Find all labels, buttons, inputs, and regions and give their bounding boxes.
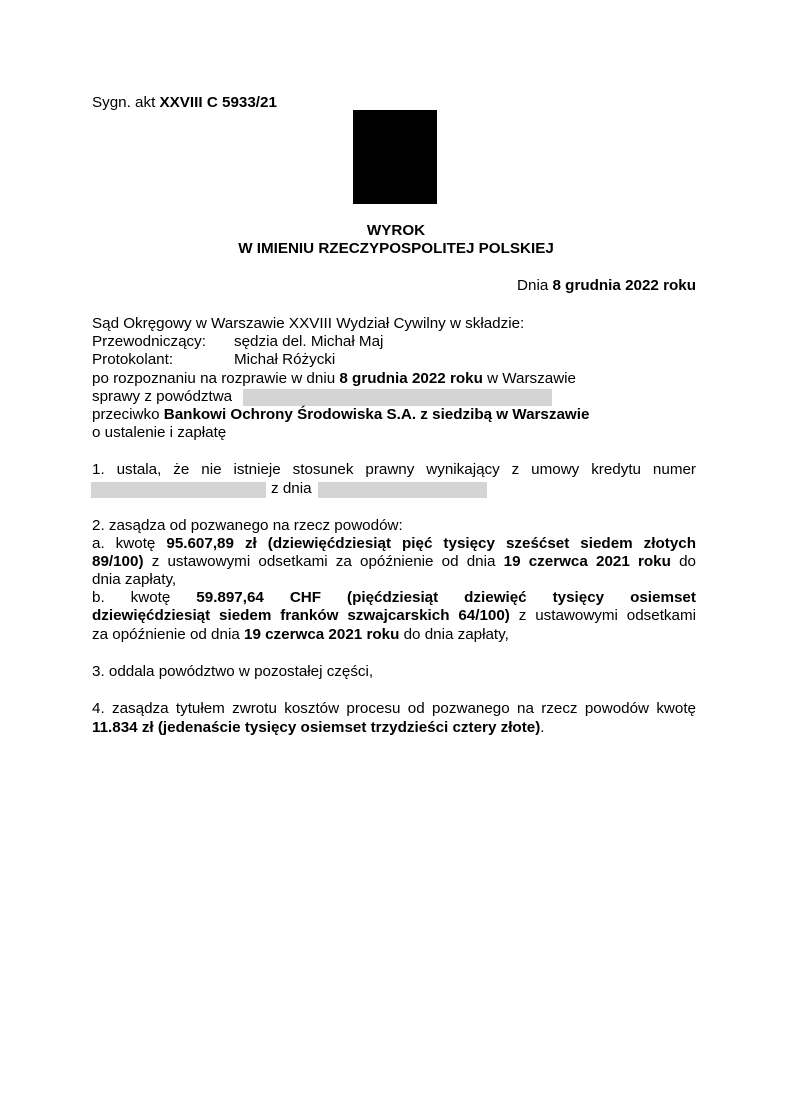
redacted-contract-number: [91, 482, 266, 498]
defendant-line: przeciwko Bankowi Ochrony Środowiska S.A. z siedzibą w Warszawie: [92, 406, 590, 423]
redacted-contract-date: [318, 482, 487, 498]
point-4-line-1: 4. zasądza tytułem zwrotu kosztów procesu od pozwanego na rzecz powodów kwotę: [92, 700, 696, 717]
point-2b-line-1: b. kwotę 59.897,64 CHF (pięćdziesiąt dziewięć tysięcy osiemset: [92, 589, 696, 606]
judgment-title: WYROK: [366, 222, 426, 239]
point-2a-line-3: dnia zapłaty,: [92, 571, 177, 588]
point-3: 3. oddala powództwo w pozostałej części,: [92, 663, 374, 680]
court-composition: Sąd Okręgowy w Warszawie XXVIII Wydział Cywilny w składzie:: [92, 315, 525, 332]
point-4-line-2: 11.834 zł (jedenaście tysięcy osiemset trzydzieści cztery złote).: [92, 719, 545, 736]
hearing-line: po rozpoznaniu na rozprawie w dniu 8 grudnia 2022 roku w Warszawie: [92, 370, 576, 387]
plaintiff-line: sprawy z powództwa: [92, 388, 233, 405]
case-signature: Sygn. akt XXVIII C 5933/21: [92, 94, 277, 111]
judgment-date: Dnia 8 grudnia 2022 roku: [517, 277, 696, 294]
point-2b-line-3: za opóźnienie od dnia 19 czerwca 2021 roku do dnia zapłaty,: [92, 626, 509, 643]
chair-label: Przewodniczący:: [92, 333, 206, 350]
point-2b-line-2: dziewięćdziesiąt siedem franków szwajcarskich 64/100) z ustawowymi odsetkami: [92, 607, 696, 624]
chair-name: sędzia del. Michał Maj: [234, 333, 384, 350]
redacted-plaintiff: [243, 389, 552, 406]
judgment-subtitle: W IMIENIU RZECZYPOSPOLITEJ POLSKIEJ: [238, 240, 554, 257]
redacted-emblem: [353, 110, 437, 204]
case-number: XXVIII C 5933/21: [159, 94, 277, 111]
clerk-label: Protokolant:: [92, 351, 174, 368]
point-1-z-dnia: z dnia: [271, 480, 312, 497]
point-2a-line-1: a. kwotę 95.607,89 zł (dziewięćdziesiąt pięć tysięcy sześćset siedem złotych: [92, 535, 696, 552]
clerk-name: Michał Różycki: [234, 351, 336, 368]
case-subject: o ustalenie i zapłatę: [92, 424, 227, 441]
point-1-line-1: 1. ustala, że nie istnieje stosunek prawny wynikający z umowy kredytu numer: [92, 461, 696, 478]
point-2a-line-2: 89/100) z ustawowymi odsetkami za opóźnienie od dnia 19 czerwca 2021 roku do: [92, 553, 696, 570]
point-2-intro: 2. zasądza od pozwanego na rzecz powodów:: [92, 517, 403, 534]
